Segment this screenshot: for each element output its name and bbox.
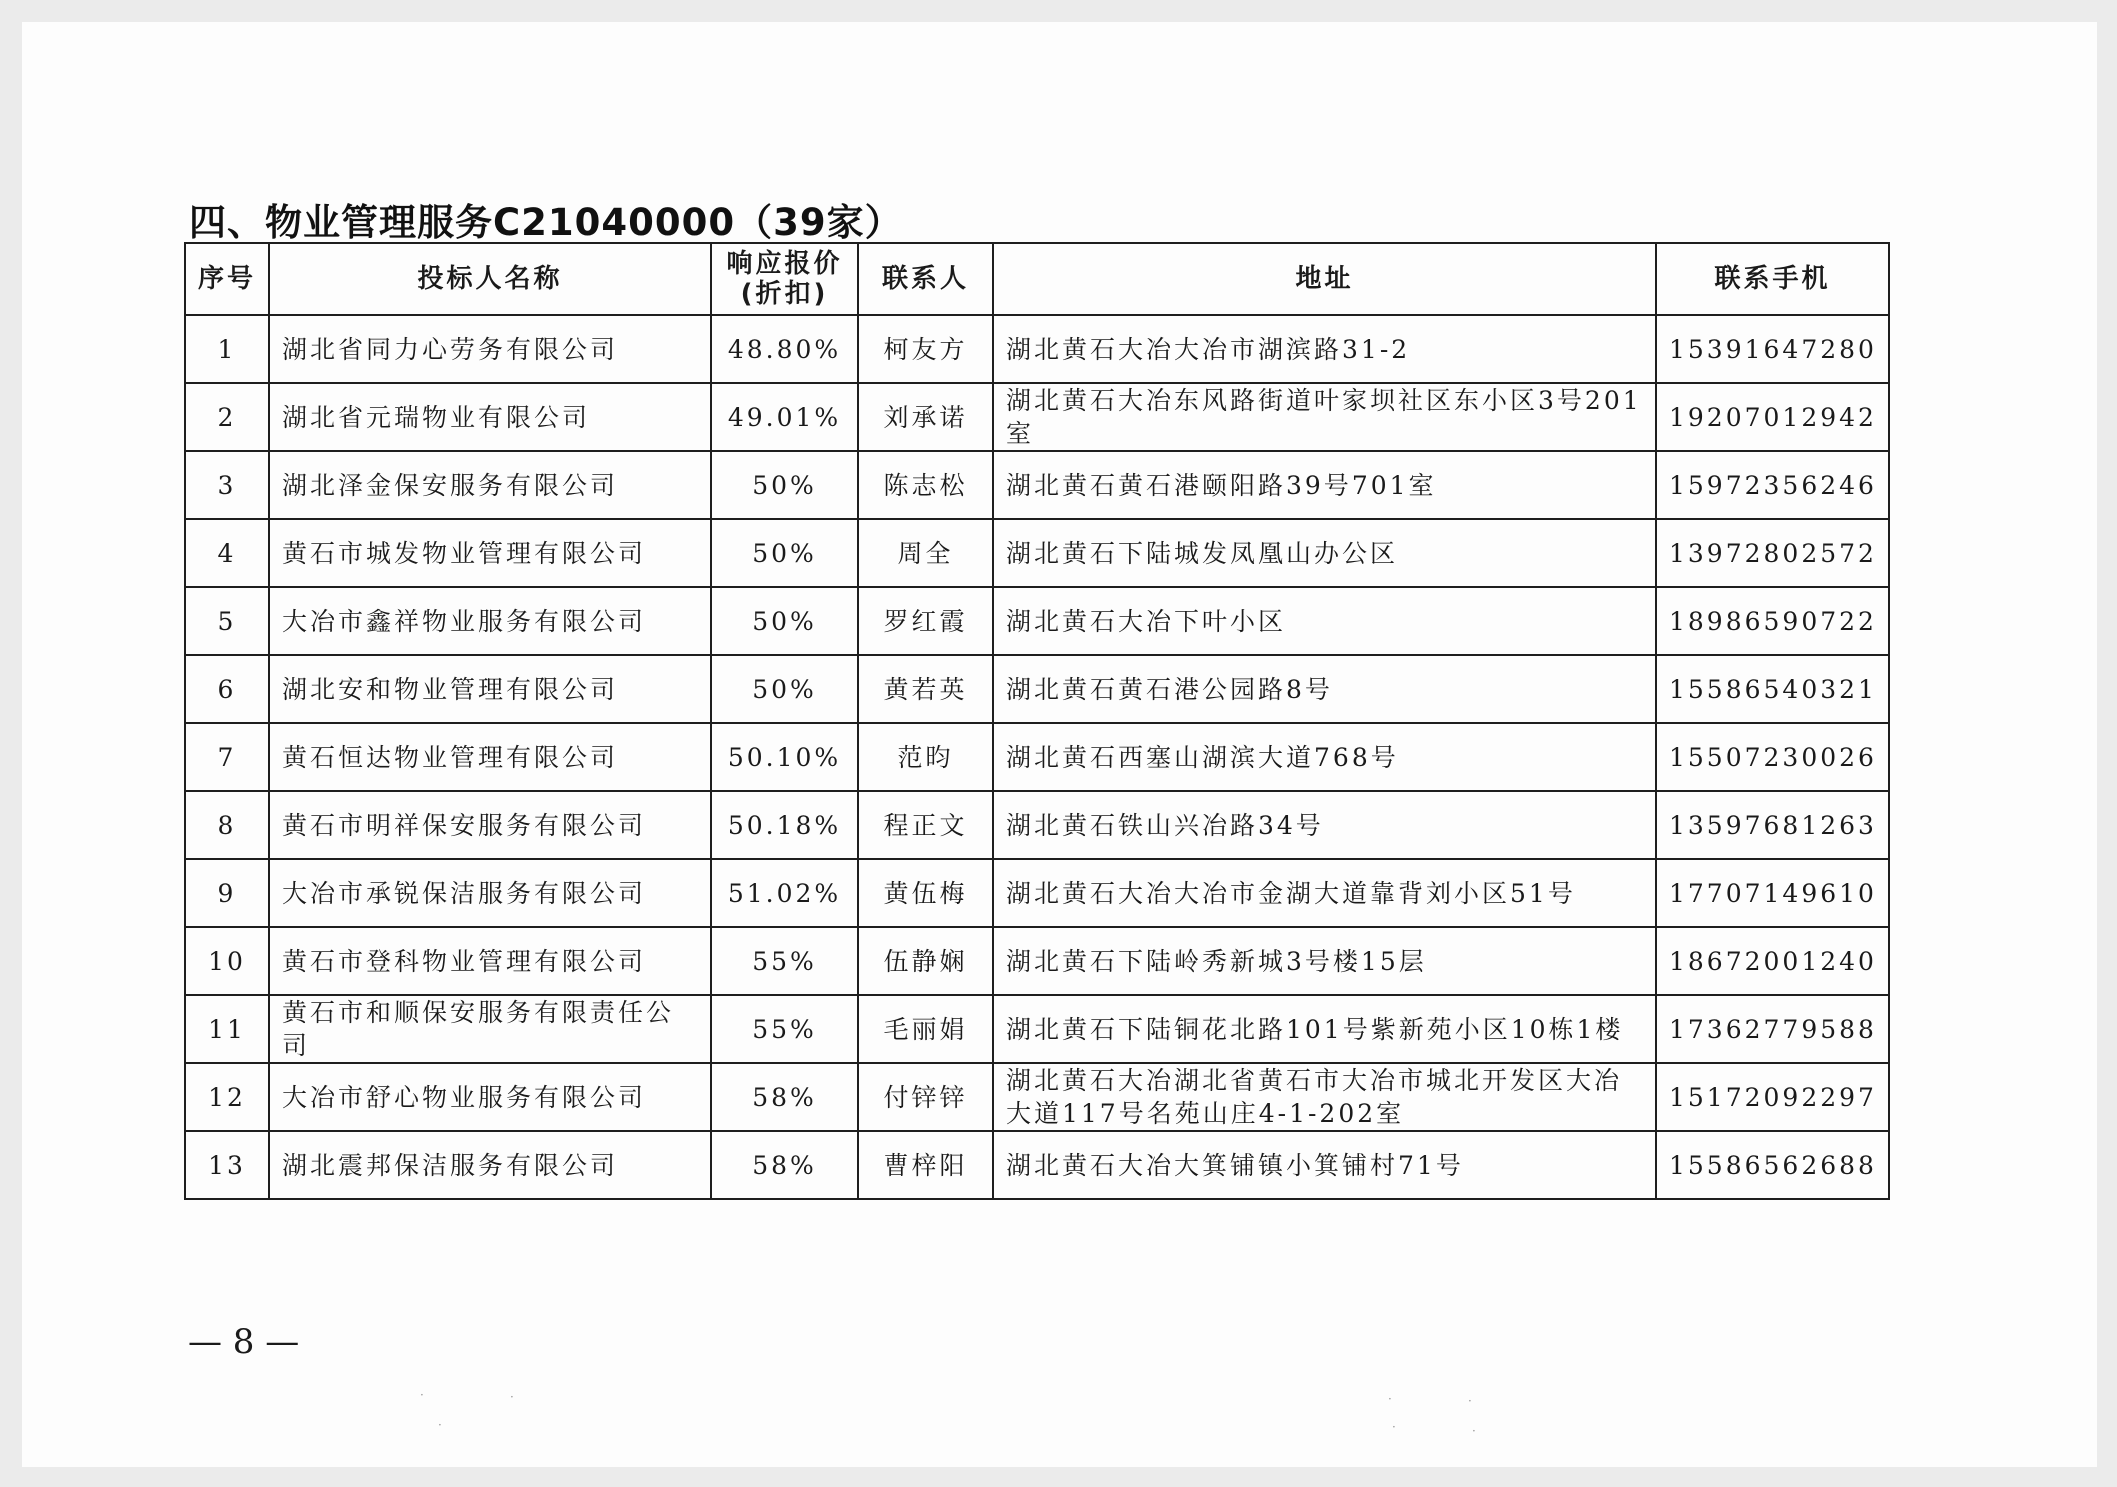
cell-contact: 程正文 (858, 791, 993, 859)
cell-address: 湖北黄石大冶大冶市湖滨路31-2 (993, 315, 1656, 383)
header-address: 地址 (993, 243, 1656, 315)
cell-bidder: 黄石市城发物业管理有限公司 (269, 519, 711, 587)
cell-no: 8 (185, 791, 269, 859)
cell-bid: 51.02% (711, 859, 858, 927)
table-row (185, 315, 1889, 383)
cell-contact: 罗红霞 (858, 587, 993, 655)
cell-bid: 55% (711, 927, 858, 995)
table-row (185, 1131, 1889, 1199)
table-row (185, 859, 1889, 927)
header-contact: 联系人 (858, 243, 993, 315)
cell-contact: 黄若英 (858, 655, 993, 723)
cell-phone: 15972356246 (1656, 451, 1889, 519)
bidder-table (184, 242, 1890, 1200)
scan-speck: · (510, 1390, 514, 1404)
cell-contact: 周全 (858, 519, 993, 587)
cell-phone: 17707149610 (1656, 859, 1889, 927)
cell-phone: 13972802572 (1656, 519, 1889, 587)
cell-bidder: 湖北安和物业管理有限公司 (269, 655, 711, 723)
header-bid-line2: (折扣) (740, 279, 829, 309)
cell-bid: 58% (711, 1131, 858, 1199)
header-no: 序号 (185, 243, 269, 315)
cell-phone: 15586562688 (1656, 1131, 1889, 1199)
cell-bidder: 黄石市和顺保安服务有限责任公司 (269, 995, 711, 1063)
scan-speck: · (1392, 1420, 1396, 1434)
cell-bid: 50% (711, 451, 858, 519)
cell-contact: 黄伍梅 (858, 859, 993, 927)
cell-contact: 曹梓阳 (858, 1131, 993, 1199)
cell-no: 5 (185, 587, 269, 655)
header-bidder: 投标人名称 (269, 243, 711, 315)
cell-phone: 18986590722 (1656, 587, 1889, 655)
table-row (185, 927, 1889, 995)
cell-contact: 刘承诺 (858, 383, 993, 451)
cell-address: 湖北黄石大冶湖北省黄石市大冶市城北开发区大冶大道117号名苑山庄4-1-202室 (993, 1063, 1656, 1131)
page-number: — 8 — (188, 1322, 300, 1362)
cell-address: 湖北黄石下陆铜花北路101号紫新苑小区10栋1楼 (993, 995, 1656, 1063)
cell-address: 湖北黄石下陆城发凤凰山办公区 (993, 519, 1656, 587)
cell-phone: 15172092297 (1656, 1063, 1889, 1131)
cell-no: 2 (185, 383, 269, 451)
table-row (185, 587, 1889, 655)
table-row (185, 995, 1889, 1063)
header-phone: 联系手机 (1656, 243, 1889, 315)
table-row (185, 1063, 1889, 1131)
cell-phone: 15586540321 (1656, 655, 1889, 723)
cell-address: 湖北黄石大冶大冶市金湖大道靠背刘小区51号 (993, 859, 1656, 927)
cell-phone: 15507230026 (1656, 723, 1889, 791)
scan-speck: · (438, 1418, 442, 1432)
cell-no: 3 (185, 451, 269, 519)
header-bid-line1: 响应报价 (726, 249, 843, 279)
cell-address: 湖北黄石黄石港公园路8号 (993, 655, 1656, 723)
cell-phone: 13597681263 (1656, 791, 1889, 859)
cell-bidder: 大冶市承锐保洁服务有限公司 (269, 859, 711, 927)
cell-contact: 范昀 (858, 723, 993, 791)
cell-bidder: 黄石市登科物业管理有限公司 (269, 927, 711, 995)
cell-contact: 柯友方 (858, 315, 993, 383)
cell-bidder: 黄石市明祥保安服务有限公司 (269, 791, 711, 859)
cell-address: 湖北黄石西塞山湖滨大道768号 (993, 723, 1656, 791)
table-row (185, 655, 1889, 723)
cell-address: 湖北黄石大冶大箕铺镇小箕铺村71号 (993, 1131, 1656, 1199)
cell-address: 湖北黄石黄石港颐阳路39号701室 (993, 451, 1656, 519)
cell-address: 湖北黄石大冶东风路街道叶家坝社区东小区3号201室 (993, 383, 1656, 451)
scan-speck: · (1468, 1394, 1472, 1408)
cell-bidder: 湖北震邦保洁服务有限公司 (269, 1131, 711, 1199)
scan-speck: · (1388, 1392, 1392, 1406)
cell-bid: 55% (711, 995, 858, 1063)
cell-contact: 付锌锌 (858, 1063, 993, 1131)
cell-no: 13 (185, 1131, 269, 1199)
table-row (185, 451, 1889, 519)
cell-phone: 17362779588 (1656, 995, 1889, 1063)
cell-address: 湖北黄石铁山兴冶路34号 (993, 791, 1656, 859)
cell-bid: 50.10% (711, 723, 858, 791)
cell-no: 9 (185, 859, 269, 927)
cell-bid: 50% (711, 655, 858, 723)
header-bid (711, 243, 858, 315)
cell-bid: 58% (711, 1063, 858, 1131)
cell-contact: 伍静娴 (858, 927, 993, 995)
cell-bid: 48.80% (711, 315, 858, 383)
cell-no: 11 (185, 995, 269, 1063)
cell-contact: 毛丽娟 (858, 995, 993, 1063)
cell-bid: 49.01% (711, 383, 858, 451)
cell-bidder: 大冶市鑫祥物业服务有限公司 (269, 587, 711, 655)
cell-bidder: 湖北泽金保安服务有限公司 (269, 451, 711, 519)
cell-bidder: 大冶市舒心物业服务有限公司 (269, 1063, 711, 1131)
table-header-row (185, 243, 1889, 315)
cell-phone: 18672001240 (1656, 927, 1889, 995)
cell-phone: 19207012942 (1656, 383, 1889, 451)
section-title: 四、物业管理服务C21040000（39家） (189, 201, 903, 244)
cell-phone: 15391647280 (1656, 315, 1889, 383)
table-row (185, 723, 1889, 791)
cell-bid: 50% (711, 519, 858, 587)
table-row (185, 791, 1889, 859)
cell-bid: 50.18% (711, 791, 858, 859)
cell-contact: 陈志松 (858, 451, 993, 519)
scan-speck: · (420, 1388, 424, 1402)
cell-no: 12 (185, 1063, 269, 1131)
cell-address: 湖北黄石大冶下叶小区 (993, 587, 1656, 655)
cell-no: 4 (185, 519, 269, 587)
cell-bidder: 黄石恒达物业管理有限公司 (269, 723, 711, 791)
cell-bid: 50% (711, 587, 858, 655)
table-row (185, 383, 1889, 451)
table-row (185, 519, 1889, 587)
scan-speck: · (1472, 1424, 1476, 1438)
cell-address: 湖北黄石下陆岭秀新城3号楼15层 (993, 927, 1656, 995)
cell-no: 6 (185, 655, 269, 723)
cell-bidder: 湖北省元瑞物业有限公司 (269, 383, 711, 451)
cell-bidder: 湖北省同力心劳务有限公司 (269, 315, 711, 383)
cell-no: 7 (185, 723, 269, 791)
cell-no: 10 (185, 927, 269, 995)
cell-no: 1 (185, 315, 269, 383)
